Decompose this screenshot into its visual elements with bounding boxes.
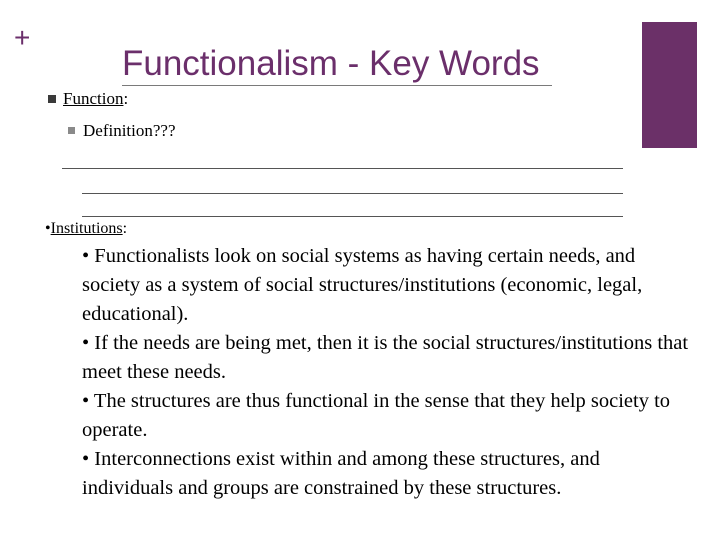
definition-item xyxy=(83,120,176,142)
sub-bullet-square-icon xyxy=(68,127,75,134)
institutions-colon: : xyxy=(122,220,128,237)
institutions-item xyxy=(45,218,127,240)
institutions-bullet: • xyxy=(45,220,51,237)
blank-line-2 xyxy=(82,193,623,194)
title-underline xyxy=(122,85,552,86)
bullet-square-icon xyxy=(48,95,56,103)
point-item: • If the needs are being met, then it is the social structures/institutions that meet these needs. xyxy=(82,332,689,383)
accent-bar xyxy=(642,22,697,148)
point-item: • Functionalists look on social systems as having certain needs, and society as a system of social structures/institutions (economic, legal, educational). xyxy=(82,245,643,325)
institutions-description xyxy=(82,242,692,503)
plus-icon: + xyxy=(14,22,31,53)
slide-title: Functionalism - Key Words xyxy=(122,44,540,83)
institutions-term: Institutions xyxy=(50,220,123,237)
function-item xyxy=(63,88,128,110)
blank-line-3 xyxy=(82,216,623,217)
point-item: • The structures are thus functional in the sense that they help society to operate. xyxy=(82,390,671,441)
function-colon: : xyxy=(123,89,129,108)
definition-label: Definition??? xyxy=(83,121,176,140)
function-term: Function xyxy=(63,89,124,108)
blank-line-1 xyxy=(62,168,623,169)
point-item: • Interconnections exist within and among these structures, and individuals and groups are constrained by these structures. xyxy=(82,448,600,499)
